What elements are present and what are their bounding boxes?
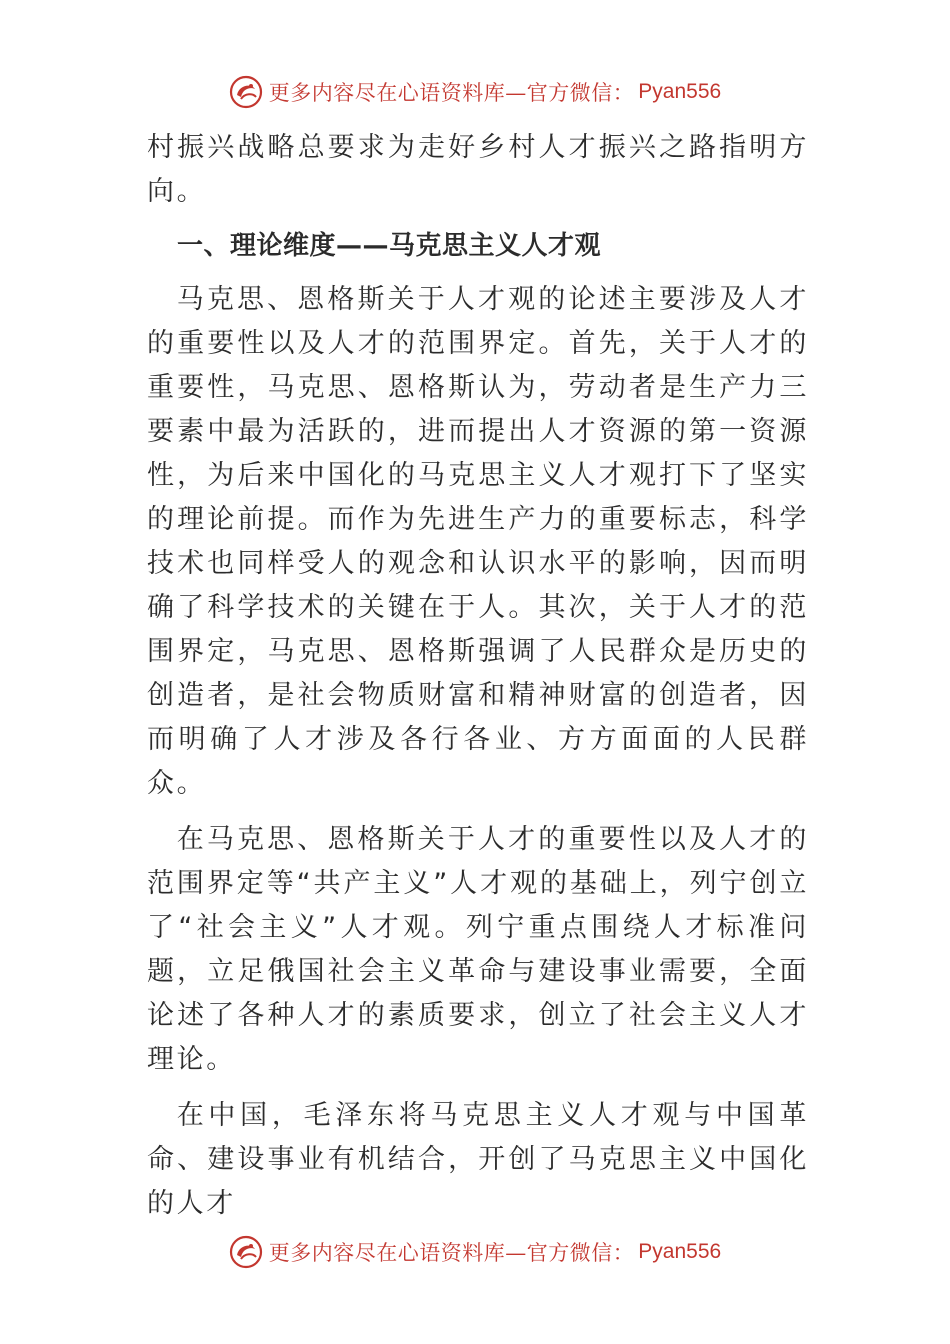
footer-banner: [0, 1230, 950, 1274]
footer-banner-text: 更多内容尽在心语资料库—官方微信：: [268, 1241, 635, 1265]
section-heading: 一、理论维度——马克思主义人才观: [177, 231, 602, 261]
document-body: [147, 126, 809, 1226]
footer-wechat-id: Pyan556: [638, 1240, 722, 1263]
header-wechat-id: Pyan556: [638, 80, 722, 103]
intro-paragraph: 村振兴战略总要求为走好乡村人才振兴之路指明方向。: [147, 132, 809, 207]
red-swirl-logo-icon: [229, 1235, 263, 1269]
paragraph-2: 在马克思、恩格斯关于人才的重要性以及人才的范围界定等“共产主义”人才观的基础上，列宁创立了“社会主义”人才观。列宁重点围绕人才标准问题，立足俄国社会主义革命与建设事业需要，全面论述了各种人才的素质要求，创立了社会主义人才理论。: [147, 824, 809, 1075]
paragraph-1: 马克思、恩格斯关于人才观的论述主要涉及人才的重要性以及人才的范围界定。首先，关于人才的重要性，马克思、恩格斯认为，劳动者是生产力三要素中最为活跃的，进而提出人才资源的第一资源性，为后来中国化的马克思主义人才观打下了坚实的理论前提。而作为先进生产力的重要标志，科学技术也同样受人的观念和认识水平的影响，因而明确了科学技术的关键在于人。其次，关于人才的范围界定，马克思、恩格斯强调了人民群众是历史的创造者，是社会物质财富和精神财富的创造者，因而明确了人才涉及各行各业、方方面面的人民群众。: [147, 284, 809, 799]
paragraph-3: 在中国，毛泽东将马克思主义人才观与中国革命、建设事业有机结合，开创了马克思主义中国化的人才: [147, 1100, 809, 1219]
header-banner: [0, 70, 950, 114]
header-banner-text: 更多内容尽在心语资料库—官方微信：: [268, 81, 635, 105]
red-swirl-logo-icon: [229, 75, 263, 109]
